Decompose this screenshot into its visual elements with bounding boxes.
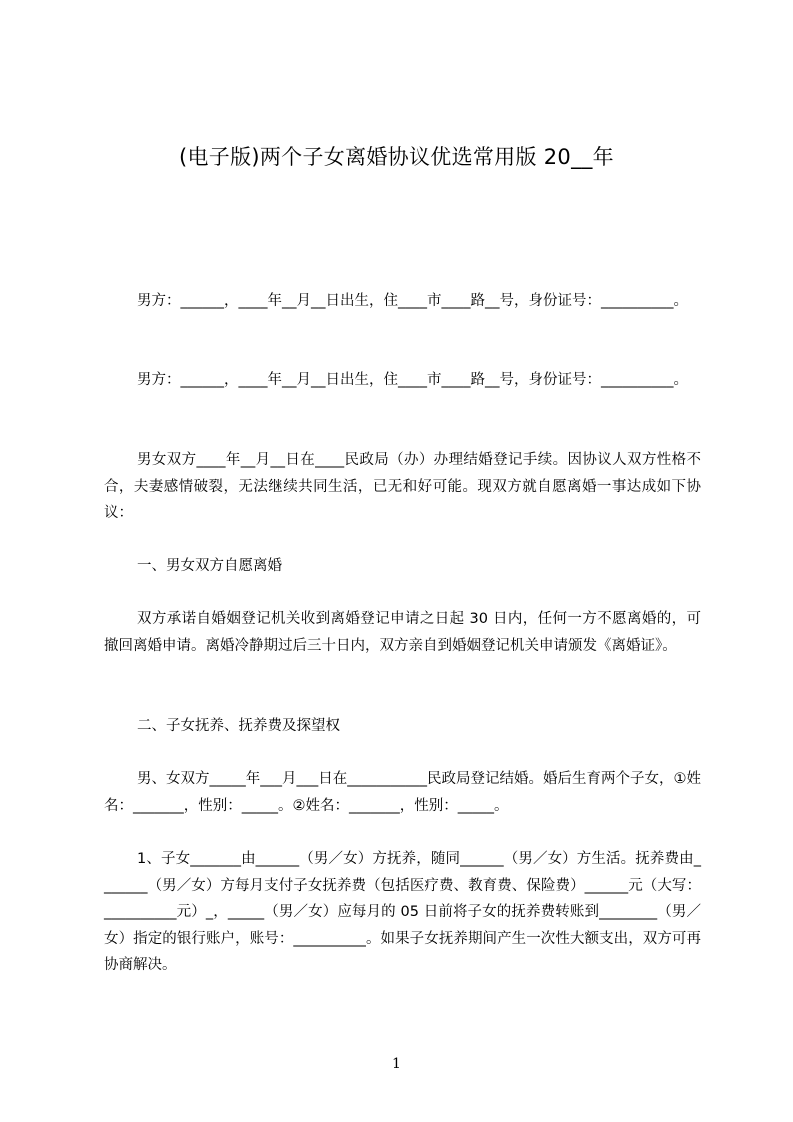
children-info-paragraph: 男、女双方_____年___月___日在___________民政局登记结婚。婚后生育两个子女，①姓名：_______，性别：_____。②姓名：_______，性别：_____。 bbox=[104, 771, 701, 814]
document-title: (电子版)两个子女离婚协议优选常用版 20__年 bbox=[179, 145, 614, 169]
page-number: 1 bbox=[392, 1056, 401, 1072]
section-one-heading: 一、男女双方自愿离婚 bbox=[137, 558, 282, 574]
voluntary-divorce-paragraph: 双方承诺自婚姻登记机关收到离婚登记申请之日起 30 日内，任何一方不愿离婚的，可撤回离婚申请。离婚冷静期过后三十日内，双方亲自到婚姻登记机关申请颁发《离婚证》。 bbox=[104, 611, 701, 654]
male-party-paragraph: 男方：______，____年__月__日出生，住____市____路__号，身份证号：__________。 bbox=[137, 293, 688, 309]
section-two-heading: 二、子女抚养、抚养费及探望权 bbox=[137, 718, 340, 734]
child-support-paragraph: 1、子女_______由______（男／女）方抚养，随同______（男／女）方生活。抚养费由_______（男／女）方每月支付子女抚养费（包括医疗费、教育费、保险费）______元（大写：__________元）_，_____（男／女）应每月的 05 日前将子女的抚养费转账到________（男／女）指定的银行账户，账号：__________。如果子女抚养期间产生一次性大额支出，双方可再协商解决。 bbox=[104, 851, 701, 973]
female-party-paragraph: 男方：______，____年__月__日出生，住____市____路__号，身份证号：__________。 bbox=[137, 372, 688, 388]
marriage-intro-paragraph: 男女双方____年__月__日在____民政局（办）办理结婚登记手续。因协议人双方性格不合，夫妻感情破裂，无法继续共同生活，已无和好可能。现双方就自愿离婚一事达成如下协议： bbox=[104, 452, 701, 521]
